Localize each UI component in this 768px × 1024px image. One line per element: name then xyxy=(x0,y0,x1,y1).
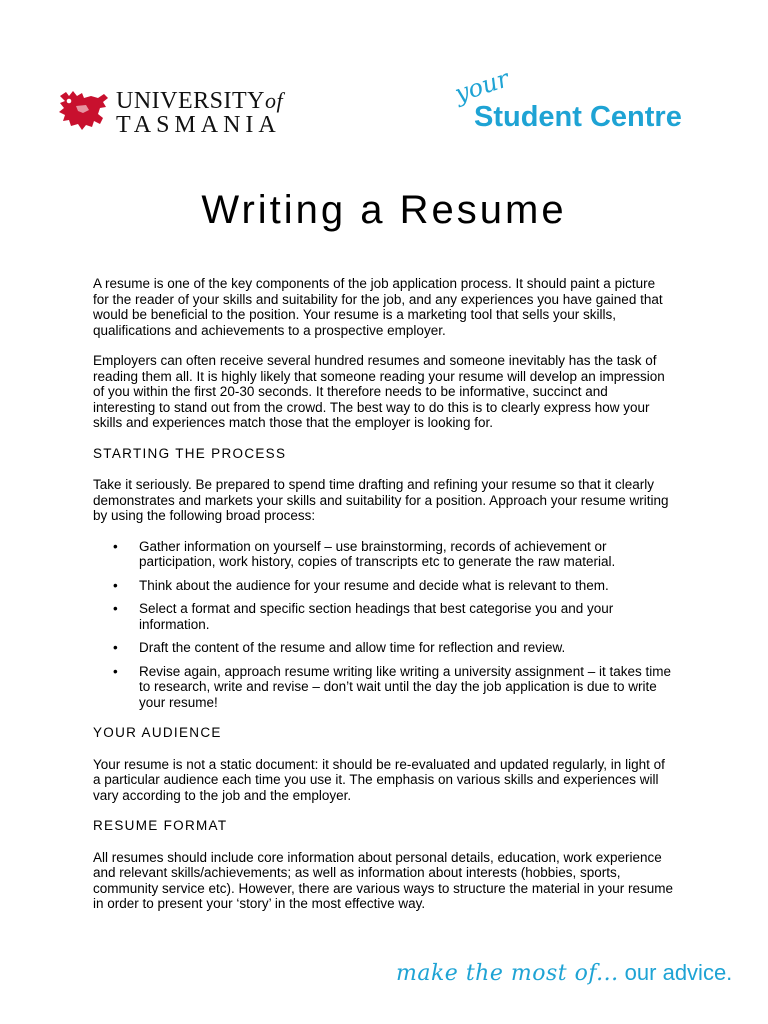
section-heading-process: STARTING THE PROCESS xyxy=(93,445,287,461)
page-title: Writing a Resume xyxy=(201,188,567,232)
bullet-icon: • xyxy=(113,663,118,679)
lion-crest-icon xyxy=(56,88,110,132)
footer-tagline xyxy=(396,960,736,996)
bullet-icon: • xyxy=(113,577,118,593)
bullet-icon: • xyxy=(113,640,118,655)
header xyxy=(0,0,768,150)
footer-plain-text: our advice. xyxy=(624,960,733,985)
list-item xyxy=(93,664,673,711)
section-heading-audience: YOUR AUDIENCE xyxy=(93,725,222,740)
list-item-text: Think about the audience for your resume and decide what is relevant to them. xyxy=(139,577,609,593)
university-name: UNIVERSITYof xyxy=(116,88,284,114)
list-item xyxy=(93,601,673,632)
university-state: TASMANIA xyxy=(116,112,281,138)
student-centre-title: Student Centre xyxy=(474,101,682,133)
list-item-text: Gather information on yourself – use brainstorming, records of achievement or participation, work history, copies of transcripts etc to generate the raw material. xyxy=(139,538,616,569)
university-logo xyxy=(56,88,286,138)
section-heading-format: RESUME FORMAT xyxy=(93,818,228,833)
list-item xyxy=(93,539,673,570)
list-item xyxy=(93,640,673,656)
student-centre-your: your xyxy=(451,64,513,108)
intro-paragraph-1: A resume is one of the key components of the job application process. It should paint a picture for the reader of your skills and suitability for the job, and any experiences you have gained that would be beneficial to the position. Your resume is a marketing tool that sells your skills, qualifications and achievements to a prospective employer. xyxy=(93,276,663,338)
list-item xyxy=(93,578,673,594)
format-paragraph: All resumes should include core information about personal details, education, work experience and relevant skills/achievements; as well as information about interests (hobbies, sports, community service etc). However, there are various ways to structure the material in your resume in order to present your ‘story’ in the most effective way. xyxy=(93,849,673,911)
list-item-text: Select a format and specific section headings that best categorise you and your information. xyxy=(139,601,614,632)
bullet-icon: • xyxy=(113,538,118,554)
bullet-icon: • xyxy=(113,601,118,616)
list-item-text: Draft the content of the resume and allow time for reflection and review. xyxy=(139,640,566,655)
student-centre-logo xyxy=(440,64,730,140)
intro-paragraph-2: Employers can often receive several hundred resumes and someone inevitably has the task of reading them all. It is highly likely that someone reading your resume will develop an impression of you within the first 20-30 seconds. It therefore needs to be informative, succinct and interesting to stand out from the crowd. The best way to do this is to clearly express how your skills and experiences match those that the employer is looking for. xyxy=(93,353,665,430)
process-list xyxy=(93,539,673,711)
process-paragraph: Take it seriously. Be prepared to spend time drafting and refining your resume so that it clearly demonstrates and markets your skills and suitability for a position. Approach your resume writing by using the following broad process: xyxy=(93,477,669,523)
audience-paragraph: Your resume is not a static document: it should be re-evaluated and updated regularly, in light of a particular audience each time you use it. The emphasis on various skills and experiences will vary according to the job and the employer. xyxy=(93,756,665,803)
list-item-text: Revise again, approach resume writing like writing a university assignment – it takes time to research, write and revise – don’t wait until the day the job application is due to write your resume! xyxy=(139,663,671,710)
footer-script-text: make the most of... xyxy=(396,961,619,986)
document-body xyxy=(93,276,673,927)
